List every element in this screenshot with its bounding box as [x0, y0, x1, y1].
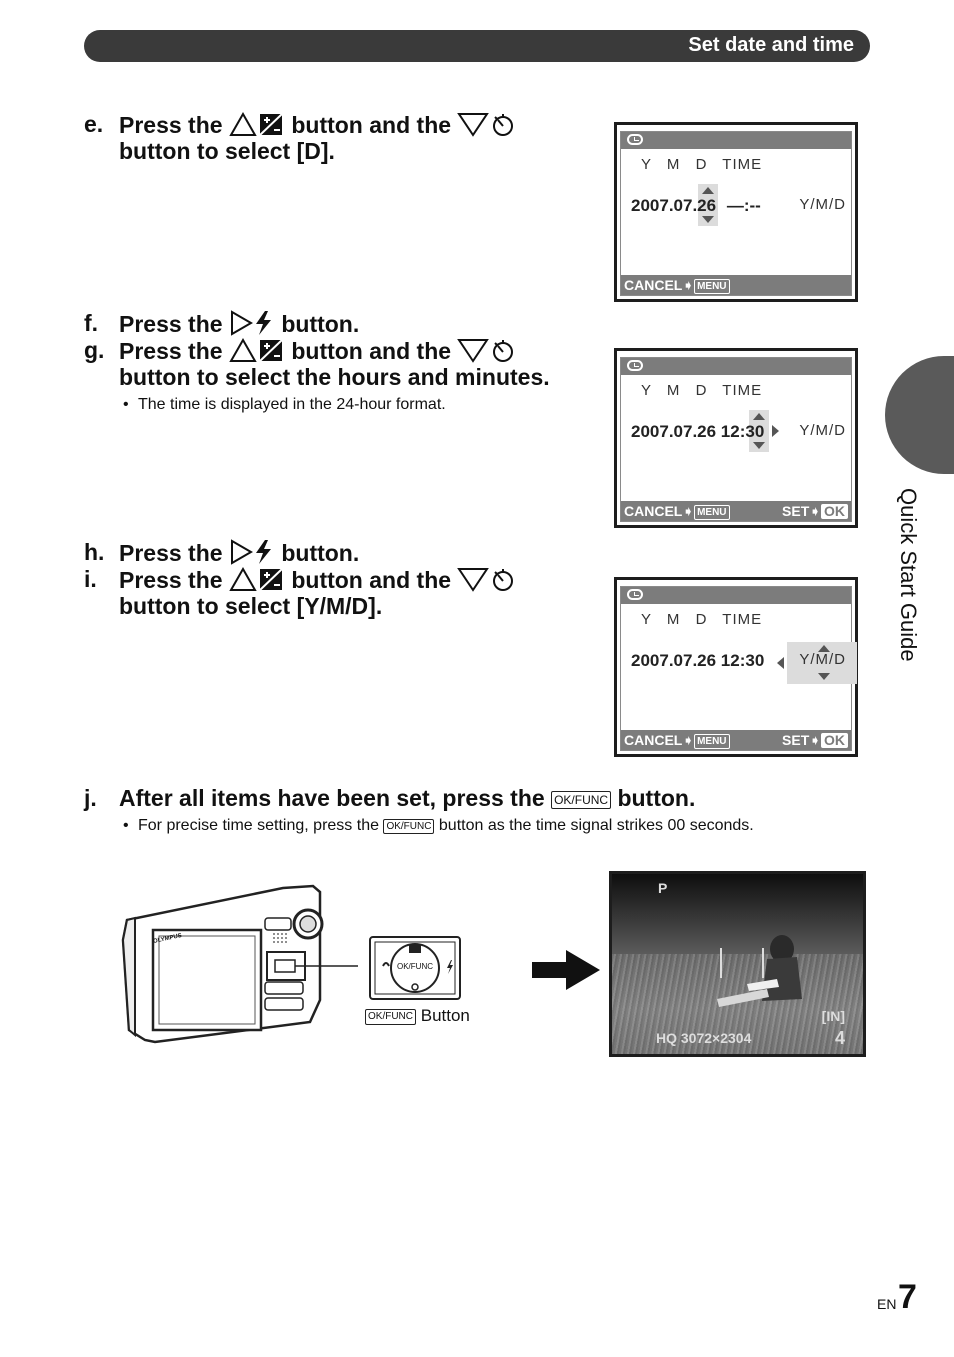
image-quality: HQ 3072×2304: [656, 1030, 752, 1046]
right-flash-icon: [229, 539, 275, 565]
down-arrow-icon: [702, 216, 714, 223]
shooting-mode: P: [658, 880, 668, 896]
section-tab: [885, 356, 954, 474]
lcd-datetime: 2007.07.26 12:30: [631, 422, 765, 441]
left-arrow-icon: [777, 657, 784, 669]
step-e: e. Press the button and the button to select [D].: [84, 111, 604, 171]
step-g: g. Press the button and the button to select the hours and minutes.: [84, 337, 550, 390]
step-f: f. Press the button.: [84, 310, 360, 337]
lcd-screen-format: Y M D TIME 2007.07.26 12:30 Y/M/D CANCEL➧ MENU SET➧ OK: [614, 577, 858, 757]
lcd-date: 2007.07.26: [631, 196, 717, 215]
shots-remaining: 4: [834, 1028, 845, 1048]
step-letter: e.: [84, 111, 104, 137]
up-exposure-icon: [229, 566, 285, 592]
photo-preview: [609, 871, 866, 1057]
clock-icon: [627, 589, 643, 600]
right-flash-icon: [229, 310, 275, 336]
page-title: Set date and time: [688, 34, 854, 56]
ok-func-icon: OK/FUNC: [551, 791, 611, 809]
lcd-columns: Y M D TIME: [641, 611, 763, 628]
lcd-columns: Y M D TIME: [641, 156, 763, 173]
menu-icon: MENU: [694, 505, 729, 520]
page-number: 7: [898, 1278, 917, 1316]
pad-center-label: OK/FUNC: [397, 962, 433, 971]
ok-func-icon: OK/FUNC: [383, 819, 434, 834]
lcd-time: —:--: [726, 196, 761, 215]
down-selftimer-icon: [457, 111, 515, 137]
note-24-hour: • The time is displayed in the 24-hour format.: [123, 396, 446, 413]
right-arrow-icon: [772, 425, 779, 437]
up-exposure-icon: [229, 337, 285, 363]
step-h: h. Press the button.: [84, 539, 360, 566]
down-arrow-icon: [753, 442, 765, 449]
header-bar: [84, 30, 870, 62]
menu-icon: MENU: [694, 279, 729, 294]
ok-func-button-caption: OK/FUNC Button: [365, 1006, 470, 1026]
note-precise-time: • For precise time setting, press the OK/FUNC button as the time signal strikes 00 seconds.: [123, 817, 754, 834]
down-selftimer-icon: [457, 566, 515, 592]
down-selftimer-icon: [457, 337, 515, 363]
step-j: j. After all items have been set, press the OK/FUNC button.: [84, 785, 696, 811]
lcd-format: Y/M/D: [799, 422, 846, 439]
lcd-screen-date: Y M D TIME 2007.07.26 —:-- Y/M/D CANCEL➧ MENU: [614, 122, 858, 302]
menu-icon: MENU: [694, 734, 729, 749]
step-i: i. Press the button and the button to select [Y/M/D].: [84, 566, 604, 626]
lcd-screen-time: Y M D TIME 2007.07.26 12:30 Y/M/D CANCEL➧ MENU SET➧ OK: [614, 348, 858, 528]
ok-func-icon: OK/FUNC: [365, 1009, 416, 1025]
ok-icon: OK: [821, 504, 848, 519]
up-exposure-icon: [229, 111, 285, 137]
clock-icon: [627, 360, 643, 371]
memory-indicator: [IN]: [821, 1008, 845, 1024]
up-arrow-icon: [753, 413, 765, 420]
lcd-format: Y/M/D: [799, 651, 846, 668]
up-arrow-icon: [702, 187, 714, 194]
brand-logo: OLYMPUS: [152, 933, 183, 945]
lcd-columns: Y M D TIME: [641, 382, 763, 399]
language-code: EN: [877, 1296, 897, 1312]
ok-icon: OK: [821, 733, 848, 748]
arrow-right-icon: [532, 950, 602, 990]
down-arrow-icon: [818, 673, 830, 680]
sidebar-label: Quick Start Guide: [896, 488, 921, 662]
lcd-format: Y/M/D: [799, 196, 846, 213]
lcd-datetime: 2007.07.26 12:30: [631, 651, 765, 670]
clock-icon: [627, 134, 643, 145]
focus-bracket: [720, 948, 764, 978]
